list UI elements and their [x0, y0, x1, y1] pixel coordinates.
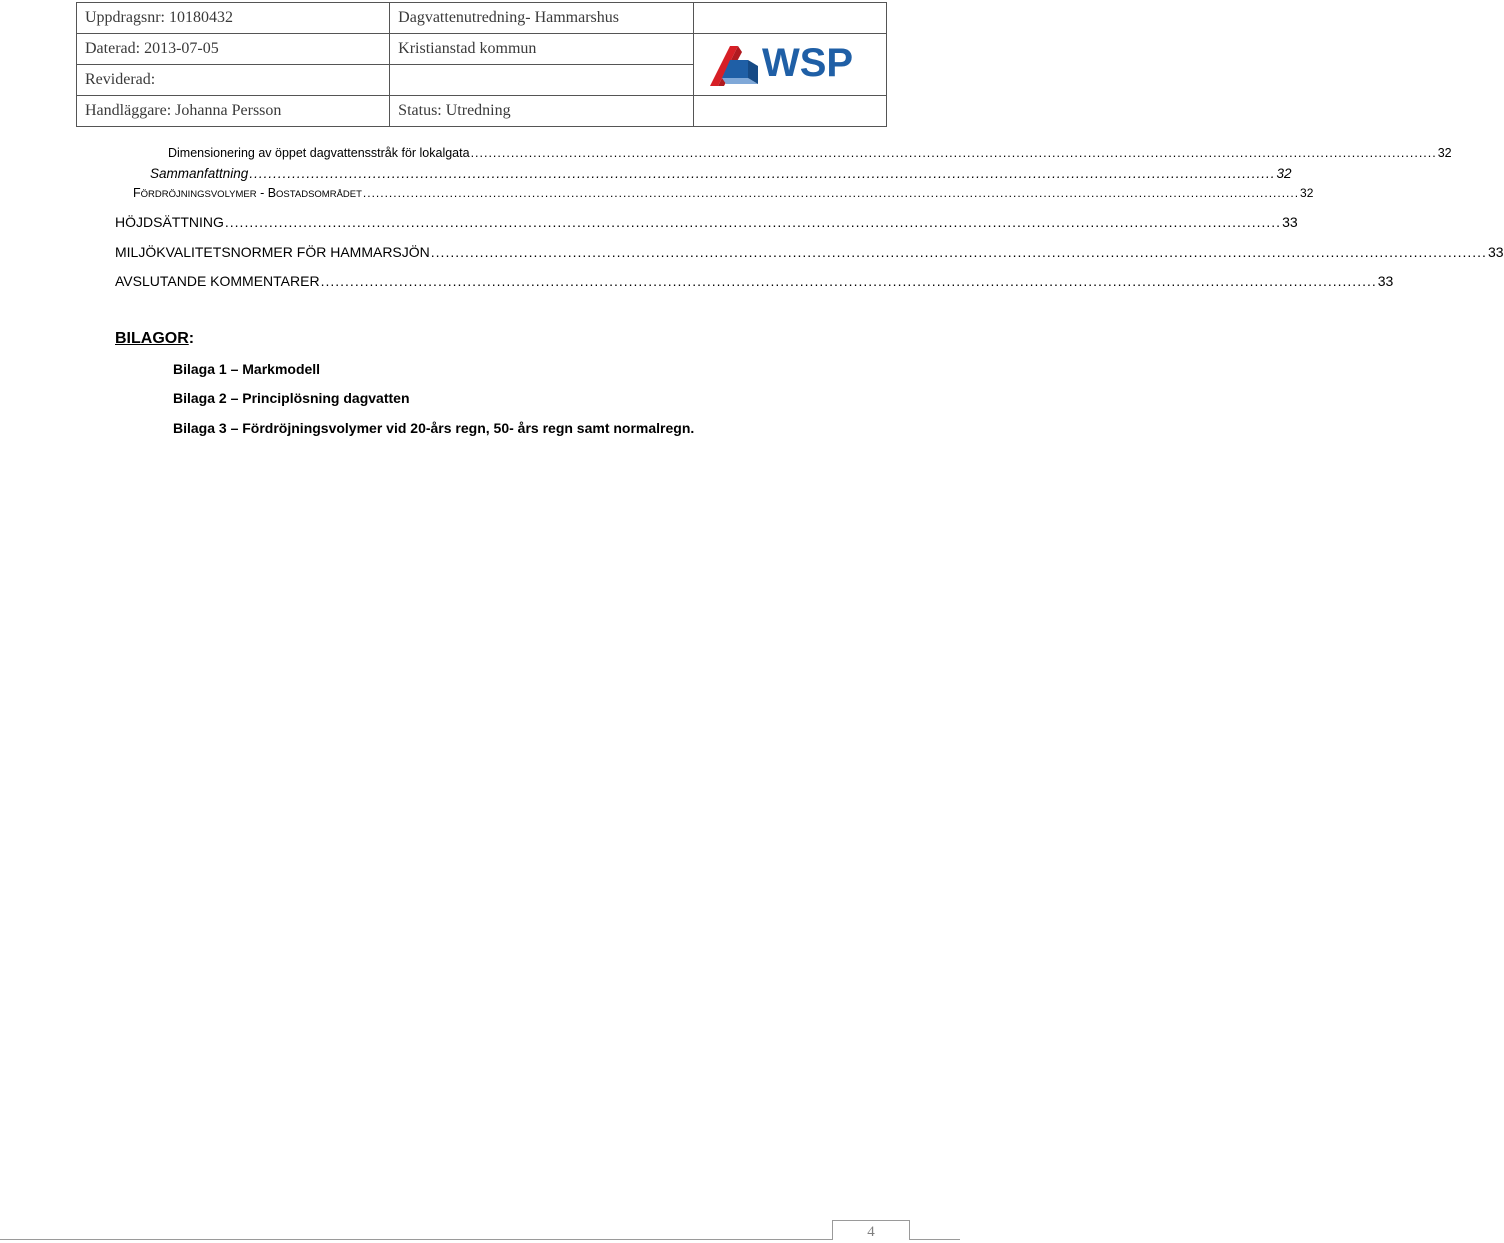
wsp-logo-icon: [708, 38, 872, 92]
toc-label: Dimensionering av öppet dagvattensstråk för lokalgata: [168, 146, 470, 160]
toc-label: AVSLUTANDE KOMMENTARER: [115, 273, 320, 289]
header-table: [76, 2, 887, 127]
toc-page: 33: [1282, 214, 1298, 230]
toc-label-part: ÖRDRÖJNINGSVOLYMER: [140, 189, 257, 200]
handler: Handläggare: Johanna Persson: [77, 96, 390, 127]
dated: Daterad: 2013-07-05: [77, 34, 390, 65]
toc-page: 33: [1377, 273, 1394, 289]
toc-leader: ........................................................................................................................................................................................................................: [362, 186, 1300, 200]
toc-page: 32: [1437, 146, 1452, 160]
wsp-logo: [694, 34, 887, 96]
toc-entry[interactable]: [115, 244, 1504, 260]
toc-leader: ........................................................................................................................................................................................................................: [430, 244, 1487, 260]
toc-leader: ........................................................................................................................................................................................................................: [249, 166, 1276, 181]
toc-label: MILJÖKVALITETSNORMER FÖR HAMMARSJÖN: [115, 244, 430, 260]
toc-leader: ........................................................................................................................................................................................................................: [470, 146, 1437, 160]
bilagor-heading: [115, 330, 194, 348]
project-title: Dagvattenutredning- Hammarshus: [390, 3, 694, 34]
toc-label: Sammanfattning: [150, 166, 249, 181]
bilagor-title: BILAGOR: [115, 330, 189, 347]
footer-rule: [0, 1239, 960, 1240]
toc-label: [133, 186, 362, 200]
client: Kristianstad kommun: [390, 34, 694, 65]
page-number: 4: [832, 1220, 910, 1240]
logo-text: WSP: [762, 40, 854, 85]
toc-page: 32: [1300, 186, 1314, 200]
toc-label-part: F: [133, 186, 141, 200]
toc-entry[interactable]: [115, 214, 1298, 230]
toc-leader: ........................................................................................................................................................................................................................: [320, 273, 1377, 289]
toc-entry[interactable]: [133, 186, 1314, 200]
bilaga-item: Bilaga 1 – Markmodell: [173, 361, 321, 377]
bilaga-item: Bilaga 2 – Principlösning dagvatten: [173, 390, 410, 406]
toc-label: HÖJDSÄTTNING: [115, 214, 224, 230]
assignment-number: Uppdragsnr: 10180432: [77, 3, 390, 34]
toc-entry[interactable]: [150, 166, 1292, 181]
toc-entry[interactable]: [168, 146, 1452, 160]
status: Status: Utredning: [390, 96, 694, 127]
bilaga-item: Bilaga 3 – Fördröjningsvolymer vid 20-års regn, 50- års regn samt normalregn.: [173, 420, 695, 436]
revised: Reviderad:: [77, 65, 390, 96]
toc-entry[interactable]: [115, 273, 1394, 289]
toc-label-part: -: [256, 186, 268, 200]
toc-page: 32: [1276, 166, 1292, 181]
toc-label-part: B: [267, 186, 277, 200]
toc-leader: ........................................................................................................................................................................................................................: [224, 214, 1282, 230]
bilagor-colon: :: [188, 330, 195, 347]
toc-label-part: OSTADSOMRÅDET: [276, 189, 362, 200]
toc-page: 33: [1487, 244, 1504, 260]
